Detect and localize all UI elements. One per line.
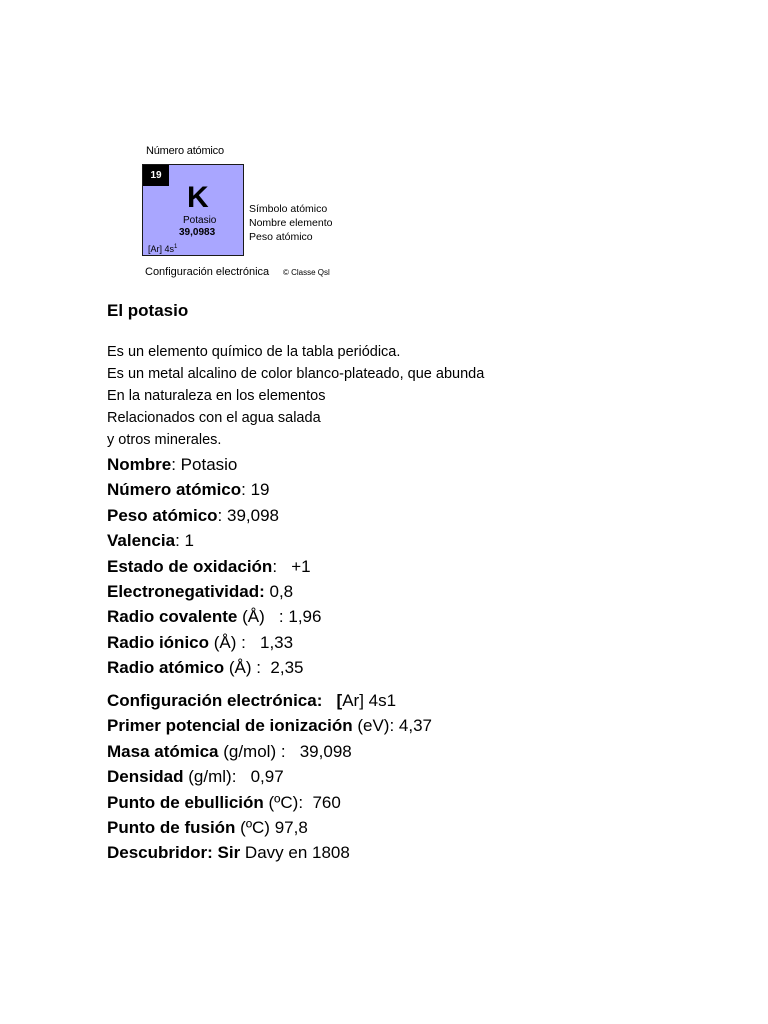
figure-copyright: © Classe Qsl [283,268,330,277]
figure-label: Nombre elemento [249,217,333,229]
property-row [107,655,321,680]
property-row [107,528,321,553]
property-list-secondary [107,688,432,866]
property-row [107,840,432,865]
page-title: El potasio [107,301,189,320]
tile-element-name: Potasio [183,215,217,226]
property-row [107,503,321,528]
tile-electron-config [148,244,177,254]
property-row [107,477,321,502]
property-value: : 19 [241,480,270,500]
property-row [107,604,321,629]
property-label: Peso atómico [107,505,218,525]
property-label: Valencia [107,531,176,551]
property-value: (ºC) 97,8 [235,818,308,838]
property-value: : 39,098 [217,505,279,525]
property-value: : Potasio [171,455,238,474]
property-value: (g/ml): 0,97 [183,767,284,787]
property-row [107,815,432,840]
intro-line: En la naturaleza en los elementos [107,388,326,404]
property-label: Electronegatividad: [107,582,265,602]
property-value: 0,8 [264,582,294,602]
tile-atomic-number: 19 [143,165,169,186]
intro-line: Es un metal alcalino de color blanco-plateado, que abunda [107,366,485,382]
property-label: Masa atómica [107,741,219,761]
property-value: Davy en 1808 [240,843,350,863]
property-label: Configuración electrónica: [ [107,691,343,710]
property-list [107,452,321,681]
property-value: (ºC): 760 [263,792,341,812]
intro-line: y otros minerales. [107,432,222,448]
property-value: : 1 [175,531,194,551]
property-value: : +1 [272,556,311,576]
property-row [107,579,321,604]
property-label: Nombre [107,455,172,474]
intro-line: Relacionados con el agua salada [107,410,321,426]
element-tile-figure [138,140,358,288]
tile-config-base: [Ar] 4s [148,244,175,254]
property-value: (Å) : 1,96 [237,607,322,627]
figure-label: Símbolo atómico [249,203,328,215]
intro-paragraph [107,341,484,451]
property-label: Número atómico [107,480,242,500]
property-row [107,739,432,764]
property-value: (g/mol) : 39,098 [218,741,352,761]
property-value: (eV): 4,37 [352,716,432,736]
property-row [107,688,432,713]
property-label: Radio atómico [107,658,225,678]
property-label: Radio covalente [107,607,238,627]
property-label: Radio iónico [107,632,209,652]
figure-label: Peso atómico [249,231,313,243]
property-row [107,452,321,477]
property-label: Primer potencial de ionización [107,716,353,736]
property-value: (Å) : 2,35 [224,658,304,678]
property-label: Descubridor: Sir [107,843,241,863]
property-label: Estado de oxidación [107,556,273,576]
figure-caption-atomic-number: Número atómico [146,145,224,157]
property-value: (Å) : 1,33 [209,632,294,652]
tile-atomic-mass: 39,0983 [179,227,216,238]
tile-symbol: K [187,181,209,214]
property-row [107,554,321,579]
element-tile [142,164,244,256]
figure-labels [249,202,332,244]
property-row [107,630,321,655]
property-row [107,764,432,789]
property-label: Punto de ebullición [107,792,264,812]
intro-line: Es un elemento químico de la tabla periódica. [107,344,401,360]
property-label: Punto de fusión [107,818,236,838]
property-row [107,790,432,815]
property-value: Ar] 4s1 [342,691,397,710]
property-row [107,713,432,738]
property-label: Densidad [107,767,184,787]
tile-config-sup: 1 [174,244,178,250]
figure-caption-config: Configuración electrónica [145,266,270,278]
